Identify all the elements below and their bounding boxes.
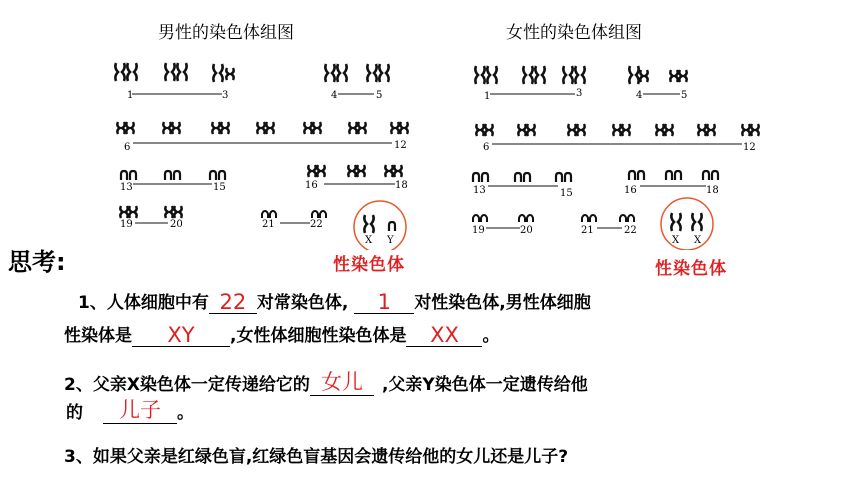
q1-answer-autosome-pairs: 22 [219, 290, 247, 314]
question-1-line-2 [64, 321, 499, 347]
female-sex-chromosome-label: 性染色体 [655, 259, 727, 279]
q1-mid-2: 对性染色体,男性体细胞 [414, 293, 591, 313]
female-label-x1: X [672, 235, 680, 246]
think-heading: 思考: [8, 248, 66, 276]
q1-line2-prefix: 性染体是 [64, 326, 132, 346]
male-label-21: 21 [262, 219, 275, 230]
female-label-13: 13 [473, 185, 486, 196]
question-2-line-2 [66, 398, 194, 424]
female-label-3: 3 [576, 88, 583, 99]
question-3-line: 3、如果父亲是红绿色盲,红绿色盲基因会遗传给他的女儿还是儿子? [64, 447, 569, 467]
q1-end: 。 [482, 326, 500, 346]
q2-end: 。 [177, 403, 194, 423]
female-label-20: 20 [520, 225, 533, 236]
male-label-12: 12 [394, 140, 407, 151]
male-label-6: 6 [124, 142, 131, 153]
male-label-x: X [365, 235, 373, 246]
q1-answer-male-sex: XY [167, 323, 195, 347]
male-sex-chromosome-circle [354, 201, 406, 250]
male-row3-chromosomes [121, 165, 402, 180]
female-row1-chromosomes [475, 66, 686, 84]
male-label-20: 20 [170, 219, 183, 230]
q1-answer-female-sex: XX [430, 323, 459, 347]
female-label-15: 15 [560, 188, 573, 199]
q2-blank-2 [103, 398, 177, 424]
q2-answer-daughter: 女儿 [320, 370, 363, 394]
female-sex-chromosomes [671, 213, 701, 231]
female-row2-chromosomes [476, 124, 758, 136]
q2-mid: ,父亲Y染色体一定遗传给他 [381, 375, 588, 395]
female-label-1: 1 [484, 91, 491, 102]
male-label-3: 3 [222, 90, 229, 101]
q1-blank-2 [354, 290, 414, 314]
q1-blank-3 [132, 323, 230, 347]
q1-answer-sex-pairs: 1 [377, 290, 391, 314]
female-label-19: 19 [472, 225, 485, 236]
male-row1-chromosomes [115, 63, 388, 82]
question-2-line-1 [64, 370, 588, 396]
female-label-16: 16 [624, 185, 637, 196]
female-label-6: 6 [483, 142, 490, 153]
female-label-x2: X [694, 235, 702, 246]
female-label-22: 22 [624, 225, 637, 236]
female-row4-chromosomes [473, 215, 634, 222]
male-label-18: 18 [395, 180, 408, 191]
q1-mid-1: 对常染色体, [256, 293, 349, 313]
male-sex-chromosomes [364, 215, 395, 233]
male-label-1: 1 [127, 90, 134, 101]
male-karyotype-title: 男性的染色体组图 [158, 23, 294, 43]
question-1-line-1 [78, 288, 591, 314]
q2-line2-prefix: 的 [66, 403, 83, 423]
male-label-5: 5 [376, 90, 383, 101]
male-row2-chromosomes [117, 122, 407, 134]
male-label-4: 4 [331, 90, 338, 101]
male-label-y: Y [387, 235, 394, 246]
q1-prefix: 1、人体细胞中有 [78, 293, 209, 313]
male-label-22: 22 [310, 219, 323, 230]
female-label-21: 21 [581, 225, 594, 236]
male-karyotype [115, 63, 407, 250]
q2-answer-son: 儿子 [119, 398, 161, 422]
male-label-15: 15 [213, 182, 226, 193]
q2-blank-1 [310, 370, 374, 396]
female-karyotype-title: 女性的染色体组图 [506, 23, 642, 43]
female-sex-chromosome-circle [661, 198, 713, 250]
q1-blank-4 [406, 323, 482, 347]
q1-blank-1 [209, 290, 257, 314]
female-label-18: 18 [706, 185, 719, 196]
male-label-19: 19 [120, 219, 133, 230]
female-karyotype [472, 66, 759, 250]
male-label-13: 13 [120, 182, 133, 193]
q2-prefix: 2、父亲X染色体一定传递给它的 [64, 375, 310, 395]
male-label-16: 16 [305, 180, 318, 191]
female-label-12: 12 [743, 142, 756, 153]
female-label-4: 4 [636, 90, 643, 101]
female-label-5: 5 [681, 90, 688, 101]
male-row4-chromosomes [120, 206, 326, 218]
female-row3-chromosomes [473, 171, 718, 182]
male-sex-chromosome-label: 性染色体 [333, 255, 405, 275]
q1-mid-3: ,女性体细胞性染色体是 [230, 326, 407, 346]
